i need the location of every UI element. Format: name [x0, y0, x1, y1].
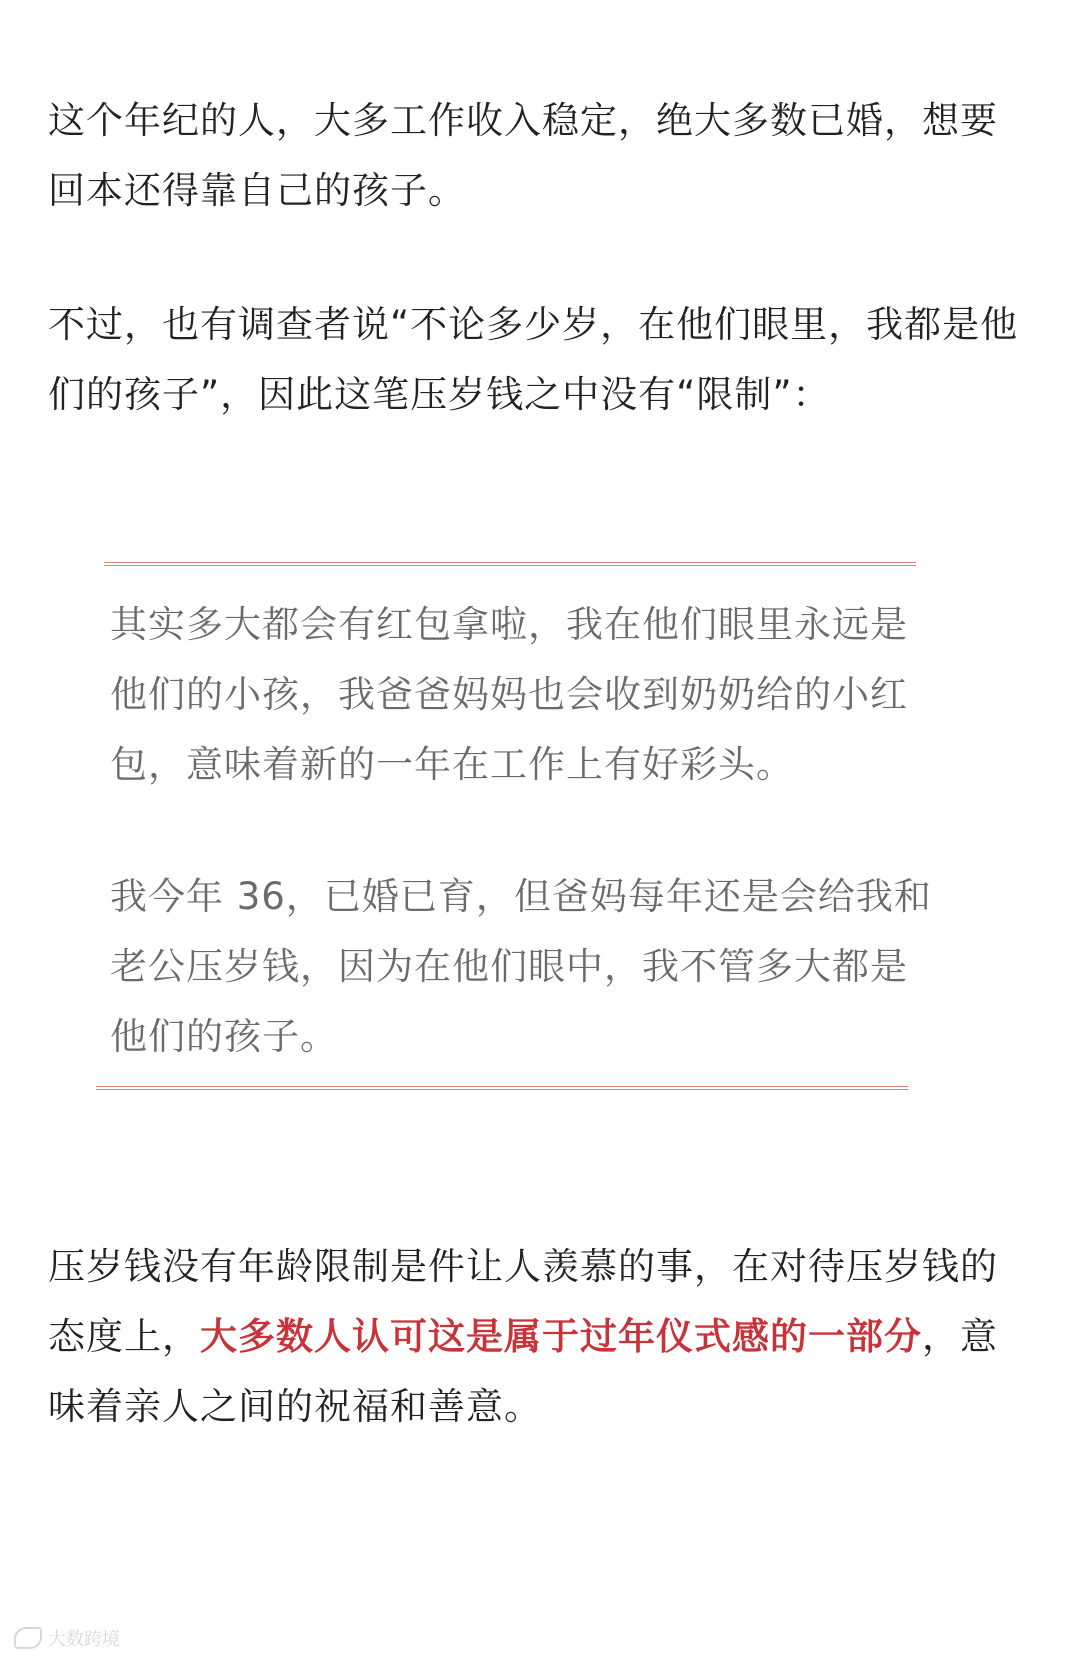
- text-run: ，意: [922, 1315, 998, 1358]
- paragraph-line: 压岁钱没有年龄限制是件让人羡慕的事，在对待压岁钱的: [48, 1245, 998, 1288]
- paragraph-1: [48, 86, 1040, 226]
- watermark: [14, 1625, 120, 1651]
- quote-paragraph-2: [110, 862, 990, 1072]
- paragraph-line: 回本还得靠自己的孩子。: [48, 169, 466, 212]
- quote-line: 我今年 36，已婚已育，但爸妈每年还是会给我和: [110, 875, 932, 918]
- quote-line: 其实多大都会有红包拿啦，我在他们眼里永远是: [110, 603, 908, 646]
- watermark-logo-icon: [14, 1627, 42, 1649]
- quote-line: 老公压岁钱，因为在他们眼中，我不管多大都是: [110, 945, 908, 988]
- quote-line: 他们的小孩，我爸爸妈妈也会收到奶奶给的小红: [110, 673, 908, 716]
- highlighted-text: 大多数人认可这是属于过年仪式感的一部分: [200, 1315, 922, 1358]
- quote-line: 包，意味着新的一年在工作上有好彩头。: [110, 743, 794, 786]
- quote-line: 他们的孩子。: [110, 1015, 338, 1058]
- paragraph-line: 这个年纪的人，大多工作收入稳定，绝大多数已婚，想要: [48, 99, 998, 142]
- paragraph-line: 味着亲人之间的祝福和善意。: [48, 1385, 542, 1428]
- watermark-text: 大数跨境: [48, 1629, 120, 1650]
- paragraph-line: 们的孩子”，因此这笔压岁钱之中没有“限制”：: [48, 373, 831, 416]
- quote-bottom-rule: [96, 1086, 908, 1090]
- paragraph-line: 不过，也有调查者说“不论多少岁，在他们眼里，我都是他: [48, 303, 1019, 346]
- paragraph-line: [48, 1302, 1040, 1372]
- paragraph-2: [48, 290, 1040, 430]
- paragraph-3: [48, 1232, 1040, 1442]
- text-run: 态度上，: [48, 1315, 200, 1358]
- quote-top-rule: [104, 562, 916, 566]
- quote-paragraph-1: [110, 590, 990, 800]
